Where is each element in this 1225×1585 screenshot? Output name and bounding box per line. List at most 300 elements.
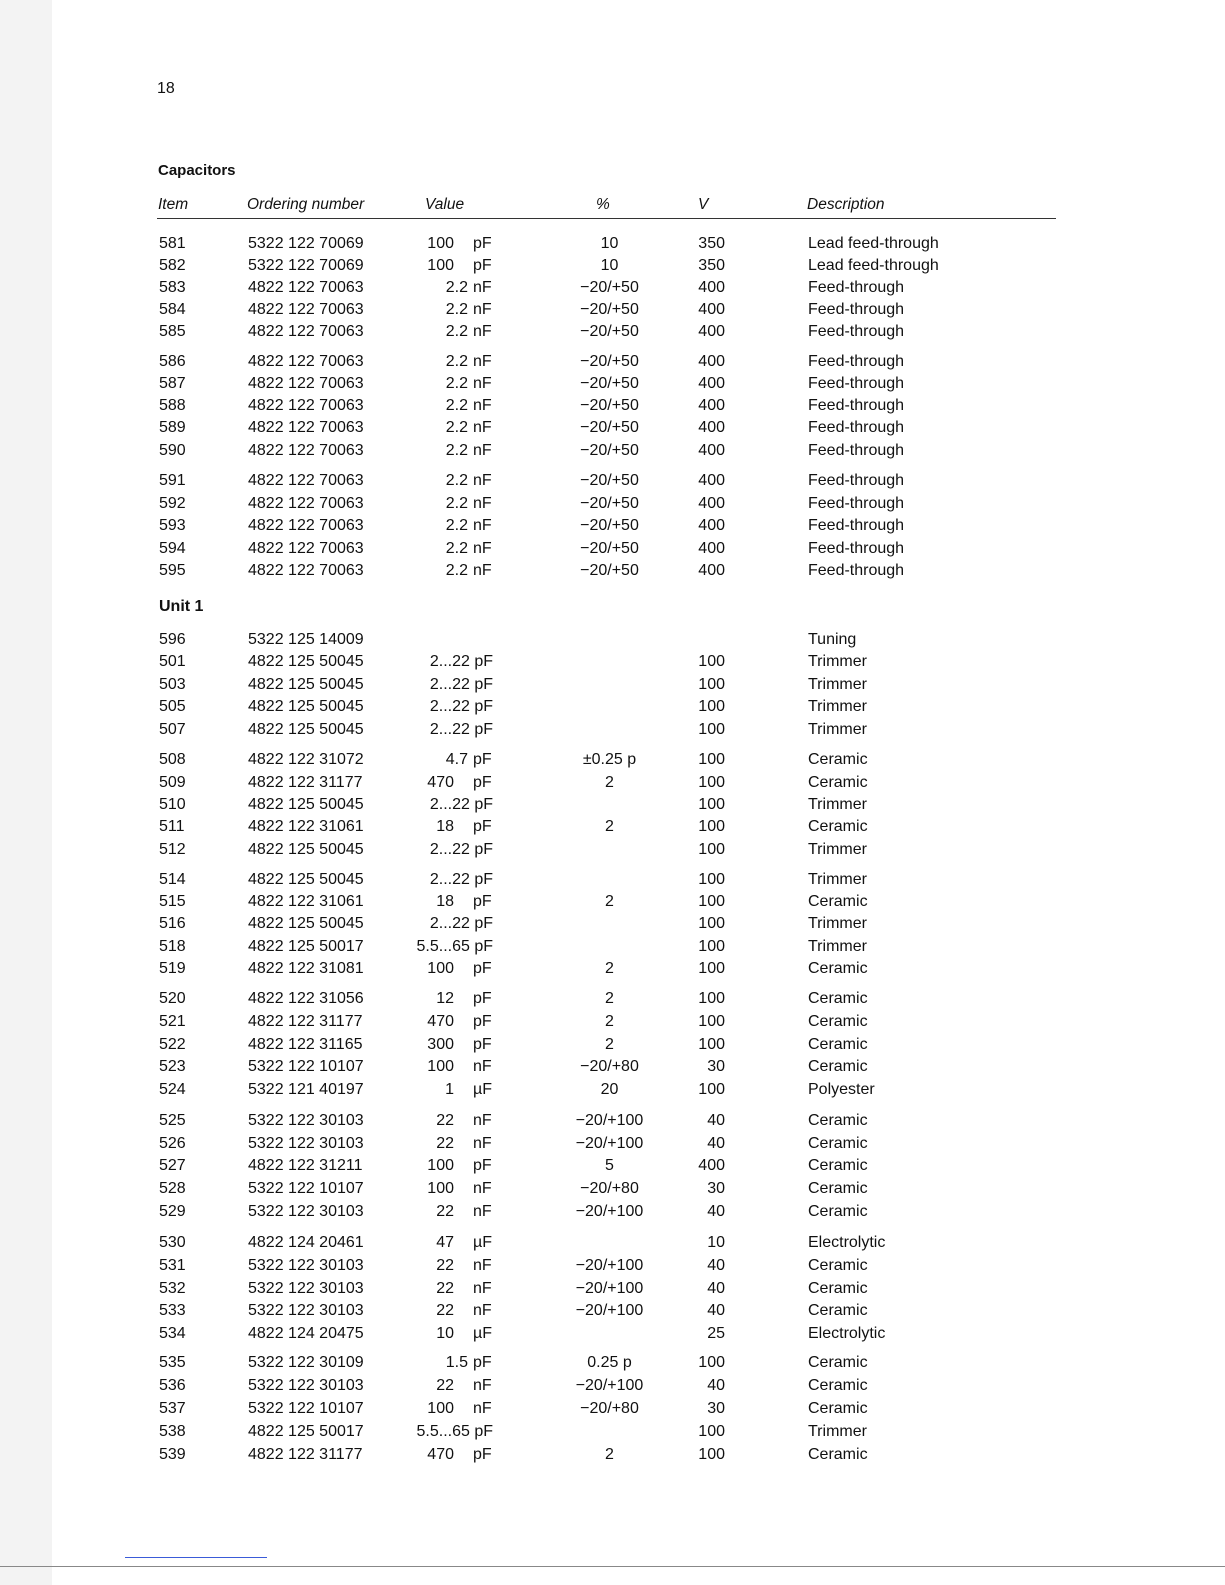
tolerance-cell: −20/+50 [580,279,639,296]
page-bottom-rule [0,1566,1225,1567]
ordering-number-cell: 5322 122 30103 [248,1377,364,1394]
ordering-number-cell: 4822 122 70063 [248,540,364,557]
description-cell: Ceramic [808,1400,868,1417]
value-unit: pF [474,841,493,858]
value-number: 5.5...65 [416,1423,470,1440]
description-cell: Ceramic [808,1112,868,1129]
value-unit: pF [473,1354,492,1371]
header-ordering-number: Ordering number [247,196,365,213]
tolerance-cell: −20/+50 [580,442,639,459]
item-cell: 518 [159,938,186,955]
item-cell: 510 [159,796,186,813]
item-cell: 530 [159,1234,186,1251]
description-cell: Ceramic [808,1377,868,1394]
value-number: 2.2 [445,562,468,579]
value-number: 2.2 [445,397,468,414]
description-cell: Ceramic [808,1257,868,1274]
value-unit: nF [473,1203,492,1220]
voltage-cell: 100 [698,893,725,910]
description-cell: Trimmer [808,938,867,955]
value-cell [430,675,493,695]
value-number: 2.2 [445,472,468,489]
ordering-number-cell: 5322 122 70069 [248,235,364,252]
voltage-cell: 25 [707,1325,725,1342]
description-cell: Ceramic [808,1058,868,1075]
tolerance-cell: 10 [600,235,619,252]
value-number: 2...22 [429,676,470,693]
value-number: 4.7 [445,751,468,768]
voltage-cell: 400 [698,472,725,489]
value-number: 100 [427,235,454,252]
ordering-number-cell: 4822 125 50017 [248,938,364,955]
description-cell: Trimmer [808,915,867,932]
tolerance-cell: −20/+100 [575,1112,644,1129]
ordering-number-cell: 4822 122 31177 [248,774,363,791]
ordering-number-cell: 5322 122 30103 [248,1280,364,1297]
ordering-number-cell: 4822 125 50045 [248,841,364,858]
ordering-number-cell: 4822 124 20475 [248,1325,364,1342]
item-cell: 508 [159,751,186,768]
description-cell: Ceramic [808,893,868,910]
voltage-cell: 30 [707,1058,725,1075]
value-unit: pF [473,1013,492,1030]
description-cell: Feed-through [808,323,905,340]
value-unit: nF [473,301,492,318]
value-unit: pF [473,1036,492,1053]
ordering-number-cell: 5322 122 10107 [248,1058,364,1075]
value-number: 470 [427,1446,454,1463]
item-cell: 595 [159,562,186,579]
ordering-number-cell: 4822 124 20461 [248,1234,364,1251]
value-unit: pF [474,796,493,813]
value-unit: pF [474,676,493,693]
description-cell: Trimmer [808,653,867,670]
value-unit: pF [474,698,493,715]
header-percent: % [596,196,610,213]
ordering-number-cell: 4822 125 50045 [248,796,364,813]
ordering-number-cell: 4822 122 70063 [248,472,364,489]
voltage-cell: 40 [707,1280,725,1297]
description-cell: Trimmer [808,871,867,888]
value-number: 2...22 [429,841,470,858]
description-cell: Ceramic [808,1280,868,1297]
tolerance-cell: −20/+100 [575,1377,644,1394]
ordering-number-cell: 5322 122 30103 [248,1203,364,1220]
value-cell [430,914,493,934]
value-unit: pF [473,751,492,768]
value-unit: pF [473,818,492,835]
value-number: 100 [427,960,454,977]
section-title: Capacitors [158,162,236,179]
value-number: 22 [436,1203,454,1220]
value-number: 470 [427,1013,454,1030]
value-unit: pF [474,1423,493,1440]
value-number: 1.5 [445,1354,468,1371]
description-cell: Lead feed-through [808,235,939,252]
voltage-cell: 100 [698,1081,725,1098]
voltage-cell: 40 [707,1257,725,1274]
voltage-cell: 400 [698,323,725,340]
value-unit: nF [473,419,492,436]
ordering-number-cell: 5322 125 14009 [248,631,364,648]
description-cell: Feed-through [808,540,905,557]
value-unit: pF [473,893,492,910]
voltage-cell: 100 [698,751,725,768]
description-cell: Feed-through [808,517,905,534]
item-cell: 525 [159,1112,186,1129]
description-cell: Electrolytic [808,1234,886,1251]
ordering-number-cell: 4822 122 70063 [248,301,364,318]
value-number: 22 [436,1377,454,1394]
item-cell: 522 [159,1036,186,1053]
ordering-number-cell: 5322 122 70069 [248,257,364,274]
value-unit: µF [473,1325,492,1342]
value-number: 300 [427,1036,454,1053]
description-cell: Ceramic [808,1135,868,1152]
tolerance-cell: −20/+50 [580,517,639,534]
value-unit: pF [473,257,492,274]
value-number: 2.2 [445,353,468,370]
tolerance-cell: −20/+50 [580,562,639,579]
value-cell [430,795,493,815]
description-cell: Ceramic [808,1157,868,1174]
voltage-cell: 30 [707,1400,725,1417]
value-unit: pF [473,774,492,791]
item-cell: 536 [159,1377,186,1394]
value-cell [430,870,493,890]
voltage-cell: 350 [698,257,725,274]
voltage-cell: 400 [698,562,725,579]
item-cell: 588 [159,397,186,414]
tolerance-cell: 10 [600,257,619,274]
tolerance-cell: 2 [605,1446,614,1463]
tolerance-cell: 2 [605,1013,614,1030]
voltage-cell: 100 [698,960,725,977]
header-value: Value [425,196,465,213]
item-cell: 507 [159,721,186,738]
item-cell: 535 [159,1354,186,1371]
description-cell: Trimmer [808,698,867,715]
item-cell: 528 [159,1180,186,1197]
description-cell: Trimmer [808,796,867,813]
description-cell: Feed-through [808,562,905,579]
voltage-cell: 400 [698,419,725,436]
value-unit: nF [473,517,492,534]
ordering-number-cell: 4822 122 31056 [248,990,364,1007]
ordering-number-cell: 4822 122 31061 [248,893,364,910]
ordering-number-cell: 4822 125 50017 [248,1423,364,1440]
value-unit: nF [473,1180,492,1197]
value-number: 2.2 [445,323,468,340]
ordering-number-cell: 4822 122 31177 [248,1013,363,1030]
value-number: 2...22 [429,721,470,738]
value-unit: nF [473,495,492,512]
value-number: 2.2 [445,442,468,459]
value-cell [417,937,494,957]
tolerance-cell: −20/+50 [580,375,639,392]
value-number: 22 [436,1135,454,1152]
value-unit: pF [473,990,492,1007]
description-cell: Tuning [808,631,857,648]
item-cell: 509 [159,774,186,791]
description-cell: Feed-through [808,353,905,370]
value-number: 100 [427,257,454,274]
tolerance-cell: 2 [605,818,614,835]
voltage-cell: 100 [698,698,725,715]
value-number: 12 [436,990,454,1007]
voltage-cell: 100 [698,1036,725,1053]
ordering-number-cell: 5322 122 10107 [248,1400,364,1417]
description-cell: Trimmer [808,676,867,693]
voltage-cell: 100 [698,1013,725,1030]
item-cell: 501 [159,653,186,670]
item-cell: 589 [159,419,186,436]
item-cell: 534 [159,1325,186,1342]
value-unit: nF [473,1135,492,1152]
item-cell: 538 [159,1423,186,1440]
description-cell: Feed-through [808,301,905,318]
value-number: 100 [427,1180,454,1197]
value-unit: pF [474,938,493,955]
value-cell [430,840,493,860]
value-unit: nF [473,1112,492,1129]
value-number: 2...22 [429,871,470,888]
voltage-cell: 400 [698,279,725,296]
description-cell: Ceramic [808,1302,868,1319]
value-number: 2.2 [445,419,468,436]
scan-underline [125,1557,267,1558]
item-cell: 587 [159,375,186,392]
tolerance-cell: −20/+50 [580,301,639,318]
value-number: 1 [445,1081,454,1098]
voltage-cell: 100 [698,774,725,791]
value-number: 2.2 [445,495,468,512]
voltage-cell: 400 [698,540,725,557]
tolerance-cell: −20/+50 [580,495,639,512]
description-cell: Trimmer [808,1423,867,1440]
value-unit: µF [473,1234,492,1251]
value-number: 10 [436,1325,454,1342]
tolerance-cell: −20/+80 [580,1180,639,1197]
value-unit: nF [473,1302,492,1319]
header-description: Description [807,196,885,213]
value-unit: pF [474,653,493,670]
ordering-number-cell: 5322 121 40197 [248,1081,364,1098]
value-cell [430,720,493,740]
tolerance-cell: ±0.25 p [582,751,637,768]
value-number: 2...22 [429,653,470,670]
item-cell: 590 [159,442,186,459]
item-cell: 529 [159,1203,186,1220]
value-unit: nF [473,1280,492,1297]
value-number: 22 [436,1112,454,1129]
tolerance-cell: 2 [605,774,614,791]
value-unit: nF [473,1257,492,1274]
description-cell: Feed-through [808,419,905,436]
ordering-number-cell: 4822 122 70063 [248,323,364,340]
item-cell: 539 [159,1446,186,1463]
item-cell: 505 [159,698,186,715]
description-cell: Ceramic [808,960,868,977]
voltage-cell: 350 [698,235,725,252]
value-unit: pF [473,960,492,977]
description-cell: Feed-through [808,442,905,459]
tolerance-cell: −20/+100 [575,1302,644,1319]
ordering-number-cell: 4822 125 50045 [248,653,364,670]
ordering-number-cell: 4822 122 70063 [248,375,364,392]
ordering-number-cell: 4822 122 31061 [248,818,364,835]
description-cell: Ceramic [808,990,868,1007]
description-cell: Ceramic [808,1446,868,1463]
value-unit: nF [473,1400,492,1417]
item-cell: 519 [159,960,186,977]
value-number: 5.5...65 [416,938,470,955]
voltage-cell: 400 [698,301,725,318]
ordering-number-cell: 4822 122 31177 [248,1446,363,1463]
ordering-number-cell: 4822 122 70063 [248,279,364,296]
value-cell [430,652,493,672]
description-cell: Ceramic [808,774,868,791]
item-cell: 583 [159,279,186,296]
item-cell: 533 [159,1302,186,1319]
item-cell: 520 [159,990,186,1007]
value-unit: pF [474,915,493,932]
value-unit: pF [474,871,493,888]
value-number: 2...22 [429,915,470,932]
value-number: 2.2 [445,279,468,296]
value-number: 22 [436,1280,454,1297]
value-unit: nF [473,353,492,370]
voltage-cell: 100 [698,938,725,955]
description-cell: Ceramic [808,1013,868,1030]
tolerance-cell: 2 [605,960,614,977]
value-unit: nF [473,1058,492,1075]
item-cell: 537 [159,1400,186,1417]
voltage-cell: 400 [698,397,725,414]
voltage-cell: 100 [698,1423,725,1440]
ordering-number-cell: 5322 122 30103 [248,1302,364,1319]
item-cell: 515 [159,893,186,910]
value-number: 2.2 [445,540,468,557]
voltage-cell: 40 [707,1112,725,1129]
column-headers [0,196,1225,218]
description-cell: Polyester [808,1081,875,1098]
value-number: 18 [436,818,454,835]
value-number: 22 [436,1257,454,1274]
voltage-cell: 400 [698,375,725,392]
value-unit: pF [474,721,493,738]
value-unit: pF [473,1157,492,1174]
item-cell: 514 [159,871,186,888]
description-cell: Trimmer [808,721,867,738]
voltage-cell: 100 [698,990,725,1007]
header-voltage: V [698,196,709,213]
value-number: 2...22 [429,698,470,715]
voltage-cell: 100 [698,796,725,813]
tolerance-cell: −20/+100 [575,1203,644,1220]
voltage-cell: 100 [698,1446,725,1463]
ordering-number-cell: 4822 122 70063 [248,517,364,534]
item-cell: 532 [159,1280,186,1297]
value-unit: nF [473,323,492,340]
tolerance-cell: −20/+100 [575,1135,644,1152]
tolerance-cell: −20/+50 [580,397,639,414]
scan-margin [0,0,52,1585]
value-unit: nF [473,375,492,392]
item-cell: 516 [159,915,186,932]
description-cell: Feed-through [808,397,905,414]
voltage-cell: 400 [698,1157,725,1174]
value-unit: nF [473,279,492,296]
description-cell: Ceramic [808,1036,868,1053]
description-cell: Feed-through [808,375,905,392]
value-number: 2.2 [445,301,468,318]
tolerance-cell: −20/+50 [580,323,639,340]
value-unit: nF [473,442,492,459]
value-number: 470 [427,774,454,791]
tolerance-cell: −20/+50 [580,540,639,557]
value-number: 100 [427,1157,454,1174]
tolerance-cell: −20/+100 [575,1280,644,1297]
tolerance-cell: −20/+50 [580,472,639,489]
ordering-number-cell: 4822 125 50045 [248,676,364,693]
item-cell: 511 [159,818,185,835]
item-cell: 585 [159,323,186,340]
tolerance-cell: −20/+100 [575,1257,644,1274]
voltage-cell: 100 [698,915,725,932]
value-number: 100 [427,1058,454,1075]
description-cell: Feed-through [808,279,905,296]
value-unit: pF [473,1446,492,1463]
value-number: 22 [436,1302,454,1319]
ordering-number-cell: 4822 125 50045 [248,871,364,888]
tolerance-cell: −20/+50 [580,353,639,370]
tolerance-cell: −20/+50 [580,419,639,436]
header-item: Item [158,196,189,213]
ordering-number-cell: 5322 122 30109 [248,1354,364,1371]
voltage-cell: 40 [707,1135,725,1152]
voltage-cell: 100 [698,676,725,693]
value-unit: nF [473,540,492,557]
ordering-number-cell: 4822 125 50045 [248,721,364,738]
voltage-cell: 40 [707,1377,725,1394]
item-cell: 521 [159,1013,186,1030]
page-number: 18 [157,80,175,97]
item-cell: 526 [159,1135,186,1152]
value-unit: nF [473,397,492,414]
item-cell: 592 [159,495,186,512]
value-number: 100 [427,1400,454,1417]
item-cell: 512 [159,841,186,858]
voltage-cell: 40 [707,1203,725,1220]
ordering-number-cell: 4822 122 31072 [248,751,364,768]
value-unit: µF [473,1081,492,1098]
ordering-number-cell: 4822 122 31211 [248,1157,363,1174]
tolerance-cell: 20 [600,1081,619,1098]
tolerance-cell: 2 [605,990,614,1007]
voltage-cell: 100 [698,1354,725,1371]
item-cell: 531 [159,1257,186,1274]
tolerance-cell: −20/+80 [580,1058,639,1075]
voltage-cell: 100 [698,871,725,888]
ordering-number-cell: 4822 122 31081 [248,960,364,977]
value-number: 47 [436,1234,454,1251]
value-unit: nF [473,562,492,579]
ordering-number-cell: 5322 122 10107 [248,1180,364,1197]
value-number: 2.2 [445,517,468,534]
voltage-cell: 10 [707,1234,725,1251]
ordering-number-cell: 4822 122 70063 [248,562,364,579]
